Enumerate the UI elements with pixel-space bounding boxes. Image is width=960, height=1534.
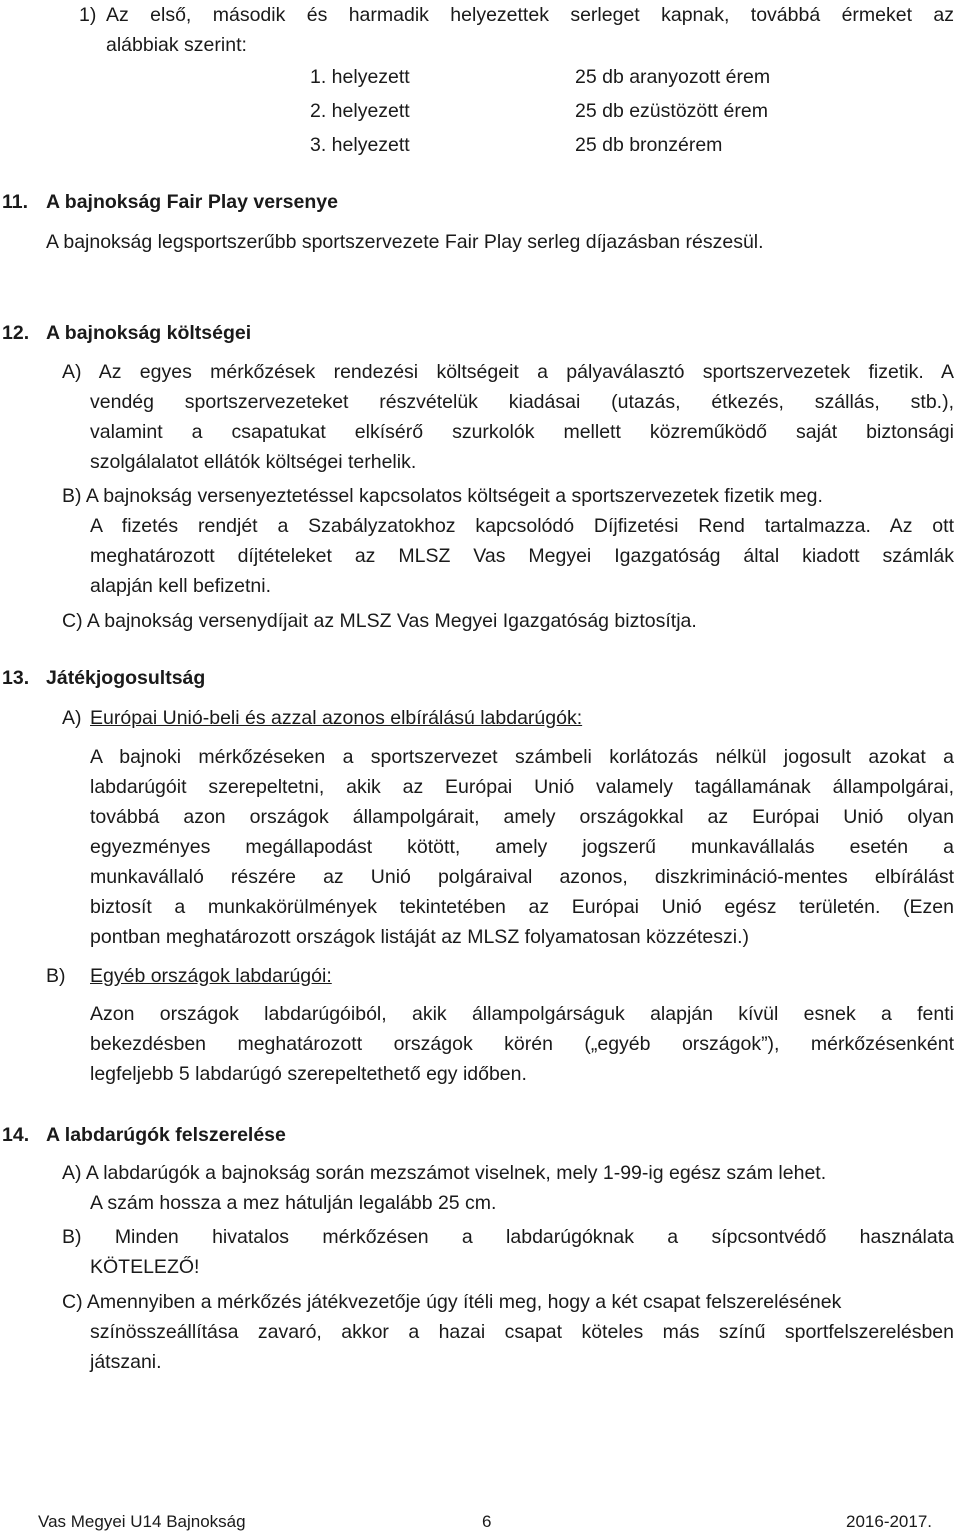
footer-season: 2016-2017. bbox=[846, 1512, 933, 1531]
paragraph-line: szolgálalatot ellátók költségei terhelik. bbox=[90, 451, 417, 473]
medal-award: 25 db bronzérem bbox=[575, 134, 723, 156]
paragraph-line: valamint a csapatukat elkísérő szurkolók mellett közreműködő saját biztonsági bbox=[90, 421, 954, 443]
section-title: A bajnokság költségei bbox=[46, 322, 252, 344]
paragraph-line: KÖTELEZŐ! bbox=[90, 1256, 200, 1278]
section-number: 13. bbox=[2, 667, 30, 689]
footer-page-number: 6 bbox=[482, 1512, 492, 1531]
section-number: 14. bbox=[2, 1124, 30, 1146]
paragraph-line: B) A bajnokság versenyeztetéssel kapcsolatos költségeit a sportszervezetek fizetik meg. bbox=[62, 485, 823, 507]
section-number: 11. bbox=[2, 191, 29, 213]
medal-award: 25 db ezüstözött érem bbox=[575, 100, 768, 122]
paragraph-line: biztosít a munkakörülmények tekintetében az Európai Unió egész területén. (Ezen bbox=[90, 896, 954, 918]
paragraph-line: A) Az egyes mérkőzések rendezési költségeit a pályaválasztó sportszervezetek fizetik. A bbox=[62, 361, 954, 383]
paragraph-line: C) A bajnokság versenydíjait az MLSZ Vas Megyei Igazgatóság biztosítja. bbox=[62, 610, 697, 632]
medal-place: 1. helyezett bbox=[310, 66, 410, 88]
section-title: Játékjogosultság bbox=[46, 667, 206, 689]
list-marker: 1) bbox=[79, 4, 97, 26]
subsection-title: Egyéb országok labdarúgói: bbox=[90, 965, 332, 987]
paragraph-line: munkavállaló részére az Unió polgáraival azonos, diszkrimináció-mentes elbírálást bbox=[90, 866, 954, 888]
paragraph-line: C) Amennyiben a mérkőzés játékvezetője úgy ítéli meg, hogy a két csapat felszerelésének bbox=[62, 1291, 842, 1313]
medal-place: 2. helyezett bbox=[310, 100, 410, 122]
paragraph-line: egyezményes megállapodást kötött, amely jogszerű munkavállalás esetén a bbox=[90, 836, 954, 858]
section-title: A bajnokság Fair Play versenye bbox=[46, 191, 338, 213]
section-title: A labdarúgók felszerelése bbox=[46, 1124, 286, 1146]
paragraph-line: meghatározott díjtételeket az MLSZ Vas Megyei Igazgatóság által kiadott számlák bbox=[90, 545, 954, 567]
paragraph-line: A bajnoki mérkőzéseken a sportszervezet számbeli korlátozás nélkül jogosult azokat a bbox=[90, 746, 954, 768]
paragraph-line: pontban meghatározott országok listáját az MLSZ folyamatosan közzéteszi.) bbox=[90, 926, 749, 948]
footer-league-name: Vas Megyei U14 Bajnokság bbox=[38, 1512, 246, 1531]
section-number: 12. bbox=[2, 322, 30, 344]
paragraph-line: bekezdésben meghatározott országok körén („egyéb országok”), mérkőzésenként bbox=[90, 1033, 954, 1055]
paragraph-line: Azon országok labdarúgóiból, akik állampolgárságuk alapján kívül esnek a fenti bbox=[90, 1003, 954, 1025]
paragraph-line: továbbá azon országok állampolgárait, amely országokkal az Európai Unió olyan bbox=[90, 806, 954, 828]
medal-place: 3. helyezett bbox=[310, 134, 410, 156]
paragraph-line: legfeljebb 5 labdarúgó szerepeltethető egy időben. bbox=[90, 1063, 527, 1085]
paragraph-line: B) Minden hivatalos mérkőzésen a labdarúgóknak a sípcsontvédő használata bbox=[62, 1226, 954, 1248]
subsection-marker: A) bbox=[62, 707, 82, 729]
paragraph-line: A) A labdarúgók a bajnokság során mezszámot viselnek, mely 1-99-ig egész szám lehet. bbox=[62, 1162, 827, 1184]
section-text: A bajnokság legsportszerűbb sportszervezete Fair Play serleg díjazásban részesül. bbox=[46, 231, 764, 253]
paragraph-line: labdarúgóit szerepeltetni, akik az Európai Unió valamely tagállamának állampolgárai, bbox=[90, 776, 954, 798]
paragraph-line: A fizetés rendjét a Szabályzatokhoz kapcsolódó Díjfizetési Rend tartalmazza. Az ott bbox=[90, 515, 954, 537]
paragraph-line: játszani. bbox=[90, 1351, 162, 1373]
paragraph-line: A szám hossza a mez hátulján legalább 25 cm. bbox=[90, 1192, 497, 1214]
paragraph-line: vendég sportszervezeteket részvételük kiadásai (utazás, étkezés, szállás, stb.), bbox=[90, 391, 954, 413]
subsection-title: Európai Unió-beli és azzal azonos elbírálású labdarúgók: bbox=[90, 707, 583, 729]
subsection-marker: B) bbox=[46, 965, 66, 987]
paragraph-line: alapján kell befizetni. bbox=[90, 575, 272, 597]
award-text-line: alábbiak szerint: bbox=[106, 34, 247, 56]
paragraph-line: színösszeállítása zavaró, akkor a hazai csapat köteles más színű sportfelszerelésben bbox=[90, 1321, 954, 1343]
award-text-line: Az első, második és harmadik helyezettek serleget kapnak, továbbá érmeket az bbox=[106, 4, 954, 26]
medal-award: 25 db aranyozott érem bbox=[575, 66, 771, 88]
